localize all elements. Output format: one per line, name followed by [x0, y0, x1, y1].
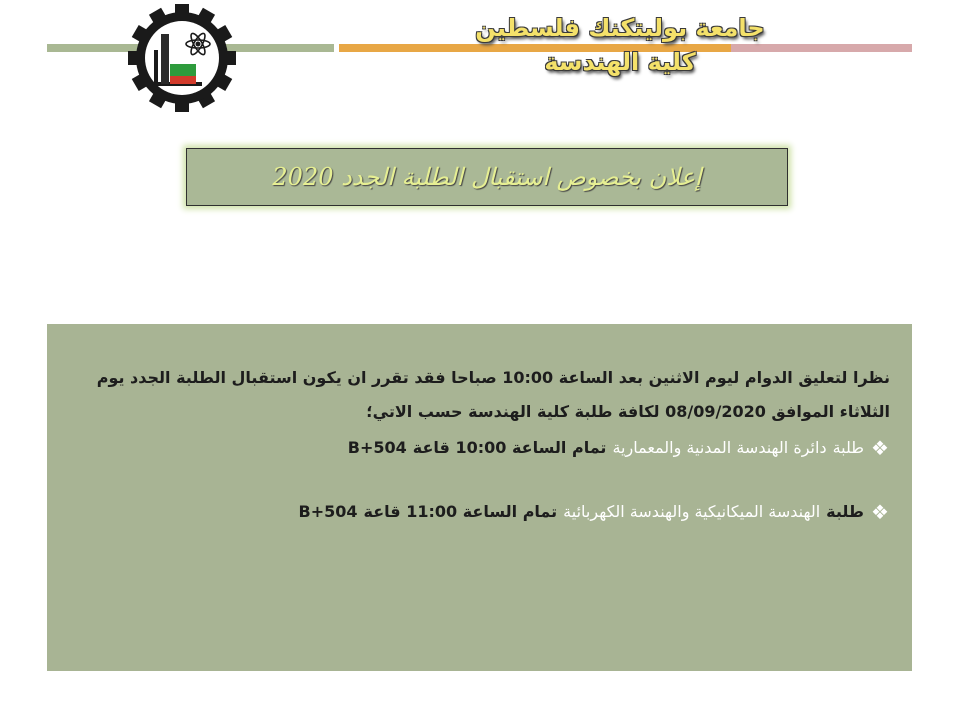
university-name: جامعة بوليتكنك فلسطين	[475, 14, 765, 42]
bullet-room: B+504	[298, 502, 358, 521]
bullet-time: تمام الساعة 10:00 قاعة	[412, 438, 607, 457]
announcement-title: إعلان بخصوص استقبال الطلبة الجدد 2020	[272, 163, 702, 191]
content-panel	[47, 324, 912, 671]
bullet-prefix: طلبة	[832, 438, 864, 457]
university-logo	[118, 2, 246, 114]
bullet-time: تمام الساعة 11:00 قاعة	[363, 502, 558, 521]
faculty-name: كلية الهندسة	[544, 48, 696, 76]
diamond-bullet-icon: ❖	[871, 500, 889, 524]
bullet-department: دائرة الهندسة المدنية والمعمارية	[612, 438, 827, 457]
bullet-prefix: طلبة	[826, 502, 864, 521]
bullet-item-mechanical-electrical	[90, 495, 890, 529]
intro-line-1: نظرا لتعليق الدوام ليوم الاثنين بعد الساعة 10:00 صباحا فقد تقرر ان يكون استقبال الطلبة الجدد يوم	[96, 368, 890, 387]
announcement-body	[90, 361, 890, 529]
bullet-room: B+504	[347, 438, 407, 457]
bullet-item-civil	[90, 431, 890, 465]
announcement-title-box	[186, 148, 788, 206]
bullet-department: الهندسة الميكانيكية والهندسة الكهربائية	[563, 502, 821, 521]
intro-line-2: الثلاثاء الموافق 08/09/2020 لكافة طلبة كلية الهندسة حسب الاتي؛	[366, 402, 890, 421]
diamond-bullet-icon: ❖	[871, 436, 889, 460]
